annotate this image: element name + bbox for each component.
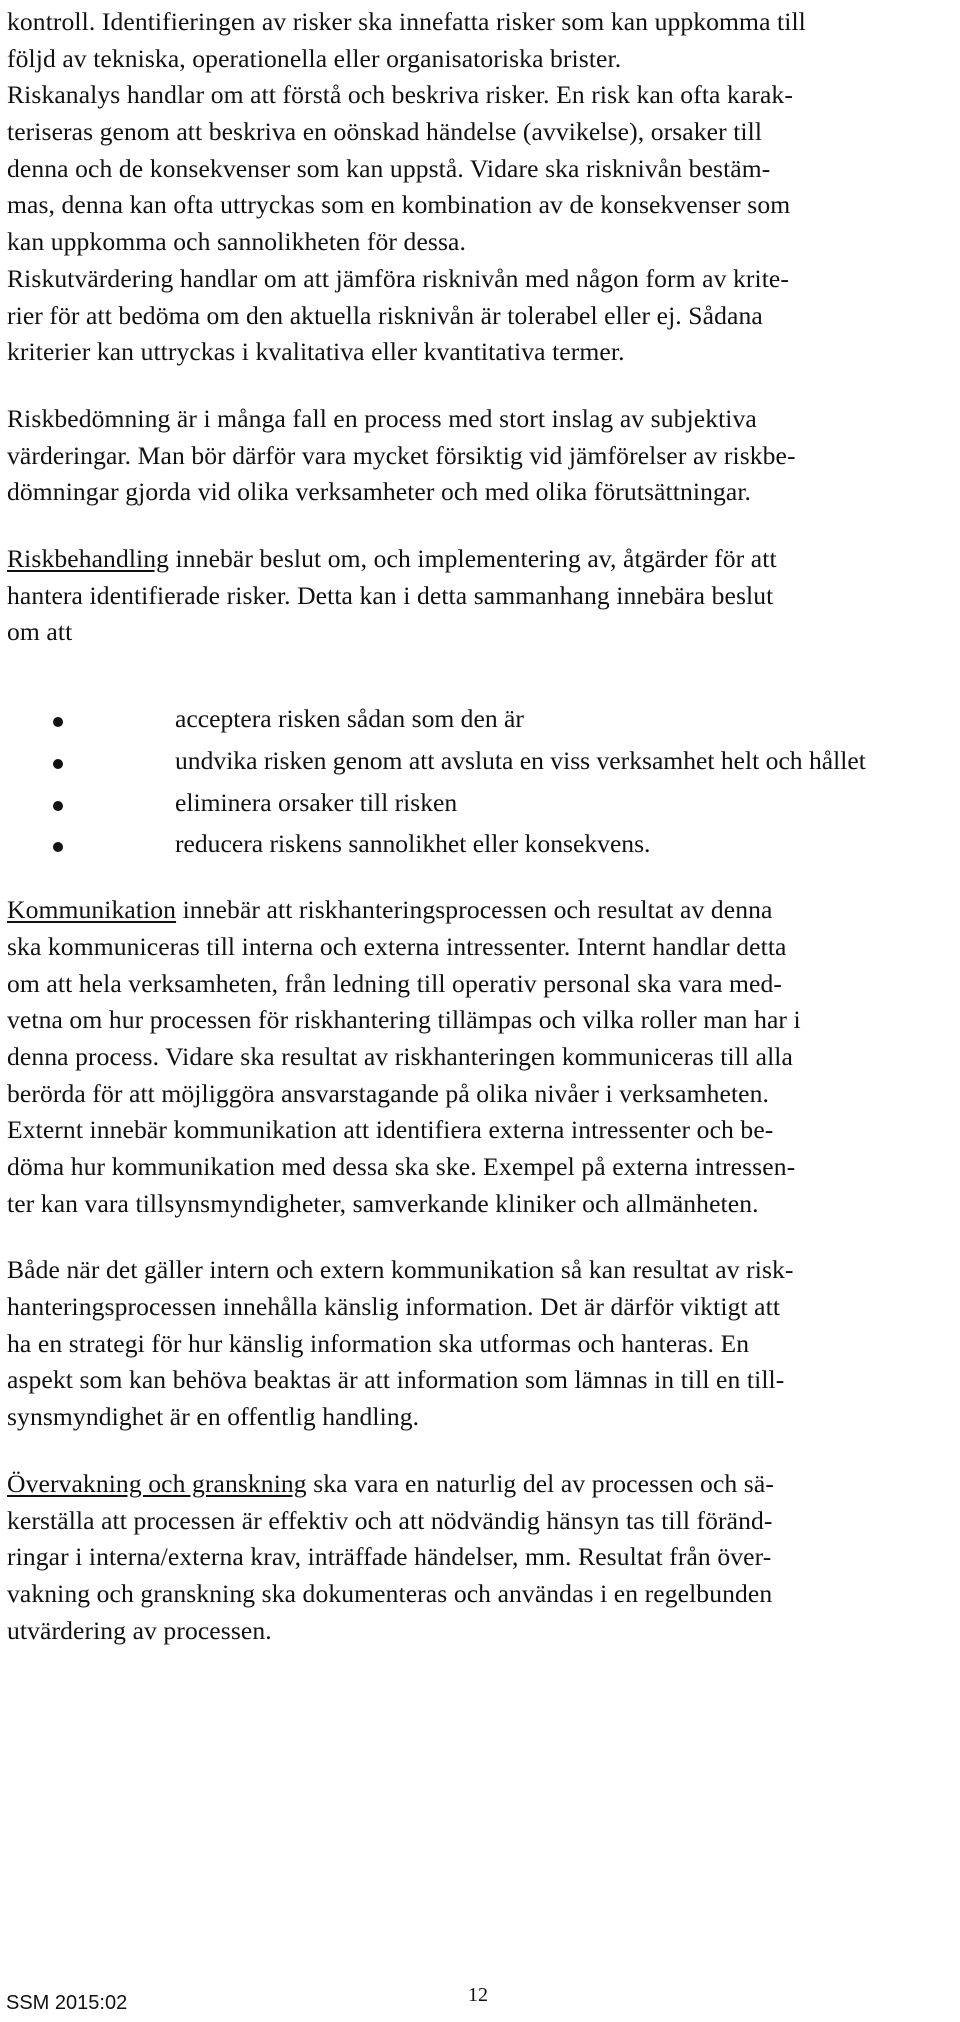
text-line: om att xyxy=(7,617,73,647)
text-line: kan uppkomma och sannolikheten för dessa. xyxy=(7,227,466,257)
text-span: ska vara en naturlig del av processen och sä- xyxy=(306,1468,774,1498)
term-kommunikation: Kommunikation xyxy=(7,895,177,925)
text-line: denna process. Vidare ska resultat av riskhanteringen kommuniceras till alla xyxy=(7,1041,793,1071)
paragraph-gap xyxy=(7,1222,952,1252)
list-item-text: reducera riskens sannolikhet eller konsekvens. xyxy=(175,829,651,859)
paragraph-monitoring-review xyxy=(7,1466,952,1649)
text-line: synsmyndighet är en offentlig handling. xyxy=(7,1402,420,1432)
paragraph-gap xyxy=(7,371,952,401)
paragraph-risk-analysis xyxy=(7,4,952,371)
paragraph-gap xyxy=(7,651,952,701)
text-line: Både när det gäller intern och extern kommunikation så kan resultat av risk- xyxy=(7,1255,794,1285)
text-line: dömningar gjorda vid olika verksamheter och med olika förutsättningar. xyxy=(7,477,752,507)
list-item-text: eliminera orsaker till risken xyxy=(175,787,458,817)
text-line: ha en strategi för hur känslig information ska utformas och hanteras. En xyxy=(7,1328,750,1358)
text-line: teriseras genom att beskriva en oönskad händelse (avvikelse), orsaker till xyxy=(7,117,763,147)
term-overvakning-och-granskning: Övervakning och granskning xyxy=(7,1468,307,1498)
text-line: aspekt som kan behöva beaktas är att information som lämnas in till en till- xyxy=(7,1365,785,1395)
bullet-icon xyxy=(53,801,63,811)
text-span: innebär att riskhanteringsprocessen och resultat av denna xyxy=(176,895,773,925)
document-page xyxy=(7,0,952,1649)
bullet-icon xyxy=(53,842,63,852)
text-line: kontroll. Identifieringen av risker ska innefatta risker som kan uppkomma till xyxy=(7,7,806,36)
text-line: följd av tekniska, operationella eller organisatoriska brister. xyxy=(7,43,622,73)
text-line: Riskutvärdering handlar om att jämföra risknivån med någon form av krite- xyxy=(7,263,789,293)
footer-document-id: SSM 2015:02 xyxy=(6,1992,128,2014)
list-item xyxy=(7,701,952,743)
text-line: vakning och granskning ska dokumenteras och användas i en regelbunden xyxy=(7,1578,773,1608)
text-line: Riskbedömning är i många fall en process med stort inslag av subjektiva xyxy=(7,403,757,433)
text-line: kerställa att processen är effektiv och att nödvändig hänsyn tas till föränd- xyxy=(7,1505,773,1535)
paragraph-gap xyxy=(7,1436,952,1466)
text-line: Riskanalys handlar om att förstå och beskriva risker. En risk kan ofta karak- xyxy=(7,80,793,110)
paragraph-communication xyxy=(7,892,952,1222)
text-line xyxy=(7,892,952,929)
paragraph-risk-assessment xyxy=(7,401,952,511)
text-line: hantera identifierade risker. Detta kan i detta sammanhang innebära beslut xyxy=(7,580,774,610)
text-line: Externt innebär kommunikation att identifiera externa intressenter och be- xyxy=(7,1115,774,1145)
text-line: rier för att bedöma om den aktuella risknivån är tolerabel eller ej. Sådana xyxy=(7,300,763,330)
page-number: 12 xyxy=(468,1984,488,2006)
treatment-options-list xyxy=(7,701,952,868)
text-line: kriterier kan uttryckas i kvalitativa eller kvantitativa termer. xyxy=(7,337,625,367)
paragraph-gap xyxy=(7,868,952,892)
text-line: döma hur kommunikation med dessa ska ske. Exempel på externa intressen- xyxy=(7,1152,796,1181)
text-line: ter kan vara tillsynsmyndigheter, samverkande kliniker och allmänheten. xyxy=(7,1188,759,1218)
paragraph-gap xyxy=(7,511,952,541)
text-line: ska kommuniceras till interna och externa intressenter. Internt handlar detta xyxy=(7,931,787,961)
paragraph-sensitive-information xyxy=(7,1252,952,1435)
text-line xyxy=(7,1466,952,1503)
list-item xyxy=(7,785,952,827)
text-line xyxy=(7,541,952,578)
text-span: innebär beslut om, och implementering av, åtgärder för att xyxy=(169,543,777,573)
text-line: ringar i interna/externa krav, inträffade händelser, mm. Resultat från över- xyxy=(7,1542,772,1572)
text-line: mas, denna kan ofta uttryckas som en kombination av de konsekvenser som xyxy=(7,190,791,220)
list-item-text: acceptera risken sådan som den är xyxy=(175,704,524,733)
list-item-text: undvika risken genom att avsluta en viss verksamhet helt och hållet xyxy=(175,745,866,775)
text-line: vetna om hur processen för riskhantering tillämpas och vilka roller man har i xyxy=(7,1005,801,1035)
text-line: berörda för att möjliggöra ansvarstagande på olika nivåer i verksamheten. xyxy=(7,1078,770,1108)
bullet-icon xyxy=(53,759,63,769)
list-item xyxy=(7,826,952,868)
text-line: denna och de konsekvenser som kan uppstå. Vidare ska risknivån bestäm- xyxy=(7,153,771,183)
term-riskbehandling: Riskbehandling xyxy=(7,543,170,573)
text-line: hanteringsprocessen innehålla känslig information. Det är därför viktigt att xyxy=(7,1292,781,1322)
bullet-icon xyxy=(53,717,63,727)
paragraph-risk-treatment xyxy=(7,541,952,651)
text-line: värderingar. Man bör därför vara mycket försiktig vid jämförelser av riskbe- xyxy=(7,440,796,470)
text-line: utvärdering av processen. xyxy=(7,1615,272,1645)
list-item xyxy=(7,743,952,785)
text-line: om att hela verksamheten, från ledning till operativ personal ska vara med- xyxy=(7,968,783,998)
